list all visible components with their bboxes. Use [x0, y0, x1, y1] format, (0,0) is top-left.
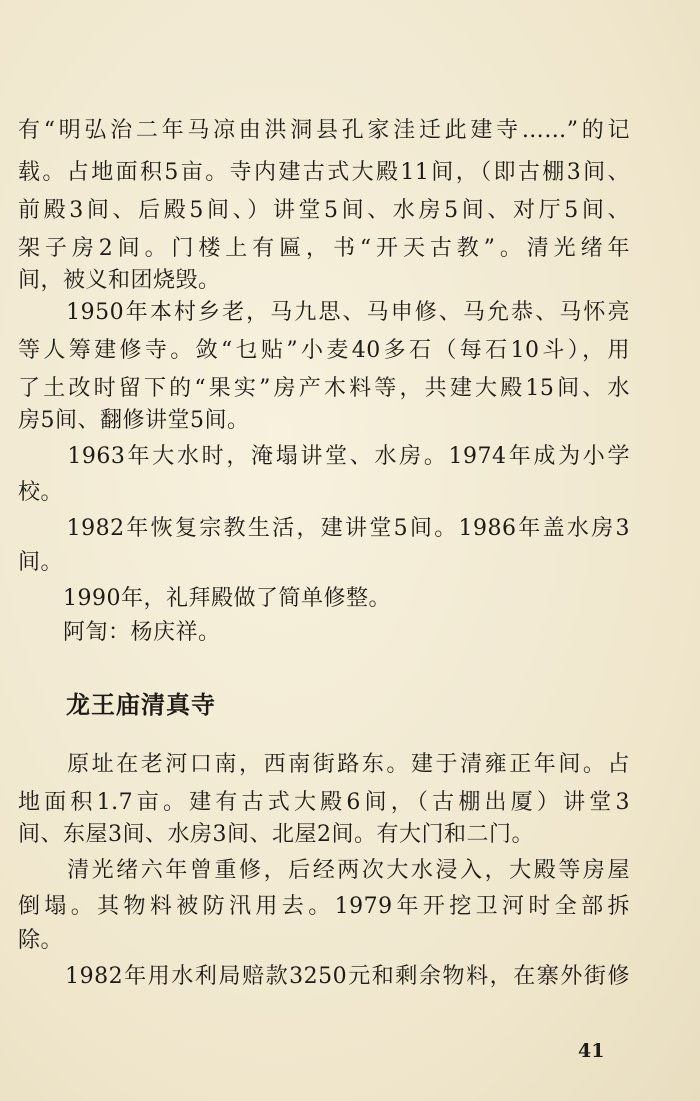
- page-number: 41: [578, 1040, 605, 1062]
- text-line: 1963年大水时，淹塌讲堂、水房。1974年成为小学: [18, 444, 630, 469]
- text-line: 1982年恢复宗教生活，建讲堂5间。1986年盖水房3: [18, 516, 630, 541]
- text-line: 除。: [18, 928, 64, 953]
- text-line: 架子房2间。门楼上有匾，书“开天古教”。清光绪年: [18, 236, 630, 261]
- text-line: 1990年，礼拜殿做了简单修整。: [18, 586, 391, 611]
- text-line: 房5间、翻修讲堂5间。: [18, 408, 250, 433]
- text-line: 了土改时留下的“果实”房产木料等，共建大殿15间、水: [18, 376, 630, 401]
- text-line: 等人筹建修寺。敛“乜贴”小麦40多石（每石10斗），用: [18, 338, 630, 363]
- text-line: 间、东屋3间、水房3间、北屋2间。有大门和二门。: [18, 822, 534, 847]
- section-heading: 龙王庙清真寺: [66, 691, 216, 719]
- text-line: 倒塌。其物料被防汛用去。1979年开挖卫河时全部拆: [18, 894, 630, 919]
- text-line: 有“明弘治二年马凉由洪洞县孔家洼迁此建寺……”的记: [18, 118, 630, 143]
- text-line: 前殿3间、后殿5间、）讲堂5间、水房5间、对厅5间、: [18, 198, 630, 223]
- text-line: 清光绪六年曾重修，后经两次大水浸入，大殿等房屋: [18, 858, 630, 883]
- text-line: 1982年用水利局赔款3250元和剩余物料，在寨外街修: [18, 964, 630, 989]
- text-line: 1950年本村乡老，马九思、马申修、马允恭、马怀亮: [18, 300, 630, 325]
- text-line: 校。: [18, 480, 64, 505]
- text-line: 阿訇：杨庆祥。: [18, 620, 221, 645]
- text-line: 载。占地面积5亩。寺内建古式大殿11间，（即古棚3间、: [18, 160, 630, 185]
- text-line: 原址在老河口南，西南街路东。建于清雍正年间。占: [18, 752, 630, 777]
- text-line: 间，被义和团烧毁。: [18, 268, 221, 293]
- text-line: 地面积1.7亩。建有古式大殿6间，（古棚出厦）讲堂3: [18, 790, 630, 815]
- text-line: 间。: [18, 550, 64, 575]
